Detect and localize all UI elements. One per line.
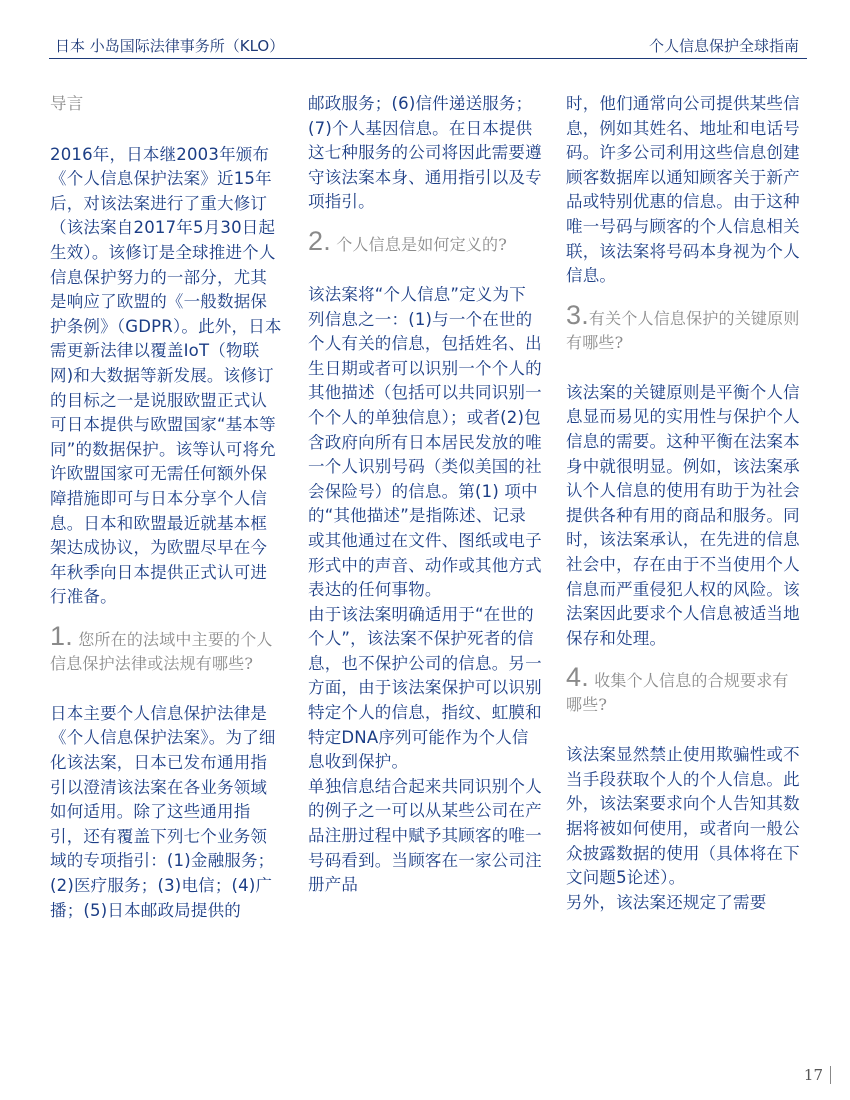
question-4-paragraph-2: 另外，该法案还规定了需要 [566, 892, 767, 912]
question-4-number: 4. [566, 662, 589, 693]
question-2-title: 个人信息是如何定义的? [336, 234, 507, 254]
header-firm-name: 日本 小岛国际法律事务所（KLO） [55, 37, 285, 55]
question-2-heading [308, 225, 542, 257]
question-3-paragraph: 该法案的关键原则是平衡个人信息显而易见的实用性与保护个人信息的需要。这种平衡在法案本身中就很明显。例如，该法案承认个人信息的使用有助于为社会提供各种有用的商品和服务。同时，该法案承认，在先进的信息社会中，存在由于不当使用个人信息而严重侵犯人权的风险。该法案因此要求个人信息被适当地保存和处理。 [566, 382, 800, 648]
question-4-heading [566, 662, 802, 717]
question-2-paragraph-1: 该法案将“个人信息”定义为下列信息之一：(1)与一个在世的个人有关的信息，包括姓名、出生日期或者可以识别一个个人的其他描述（包括可以共同识别一个个人的单独信息）；或者(2)包含政府向所有日本居民发放的唯一个人识别号码（类似美国的社会保险号）的信息。第(1) 项中的“其他描述”是指陈述、记录或其他通过在文件、图纸或电子形式中的声音、动作或其他方式表达的任何事物。 [308, 284, 542, 600]
intro-heading: 导言 [50, 94, 84, 113]
question-1-heading [50, 620, 282, 676]
question-3-number: 3. [566, 299, 589, 330]
header-guide-title: 个人信息保护全球指南 [648, 37, 799, 55]
column-1 [50, 92, 282, 923]
question-4-title: 收集个人信息的合规要求有哪些? [566, 671, 789, 715]
question-3-title: 有关个人信息保护的关键原则有哪些? [566, 308, 800, 352]
question-2-paragraph-continued: 时，他们通常向公司提供某些信息，例如其姓名、地址和电话号码。许多公司利用这些信息创建顾客数据库以通知顾客关于新产品或特别优惠的信息。由于这种唯一号码与顾客的个人信息相关联，该法案将号码本身视为个人信息。 [566, 94, 800, 286]
question-2-number: 2. [308, 225, 331, 256]
column-3 [566, 92, 802, 915]
question-2-paragraph-3: 单独信息结合起来共同识别个人的例子之一可以从某些公司在产品注册过程中赋予其顾客的唯一号码看到。当顾客在一家公司注册产品 [308, 776, 542, 895]
question-4-paragraph-1: 该法案显然禁止使用欺骗性或不当手段获取个人的个人信息。此外，该法案要求向个人告知其数据将被如何使用，或者向一般公众披露数据的使用（具体将在下文问题5论述）。 [566, 745, 800, 888]
page-number: 17 [804, 1066, 831, 1084]
intro-paragraph: 2016年，日本继2003年颁布《个人信息保护法案》近15年后，对该法案进行了重大修订（该法案自2017年5月30日起生效）。该修订是全球推进个人信息保护努力的一部分，尤其是响应了欧盟的《一般数据保护条例》（GDPR）。此外，日本需更新法律以覆盖IoT（物联网)和大数据等新发展。该修订的目标之一是说服欧盟正式认可日本提供与欧盟国家“基本等同”的数据保护。该等认可将允许欧盟国家可无需任何额外保障措施即可与日本分享个人信息。日本和欧盟最近就基本框架达成协议，为欧盟尽早在今年秋季向日本提供正式认可进行准备。 [50, 144, 282, 607]
question-1-number: 1. [50, 620, 73, 651]
question-1-paragraph-continued: 邮政服务；(6)信件递送服务；(7)个人基因信息。在日本提供这七种服务的公司将因此需要遵守该法案本身、通用指引以及专项指引。 [308, 94, 542, 212]
question-1-paragraph: 日本主要个人信息保护法律是《个人信息保护法案》。为了细化该法案，日本已发布通用指引以澄清该法案在各业务领域如何适用。除了这些通用指引，还有覆盖下列七个业务领域的专项指引：(1)金融服务；(2)医疗服务；(3)电信；(4)广播；(5)日本邮政局提供的 [50, 703, 276, 920]
question-3-heading [566, 299, 802, 355]
column-2 [308, 92, 542, 898]
page-header [49, 34, 807, 59]
question-2-paragraph-2: 由于该法案明确适用于“在世的个人”，该法案不保护死者的信息，也不保护公司的信息。另一方面，由于该法案保护可以识别特定个人的信息，指纹、虹膜和特定DNA序列可能作为个人信息收到保护。 [308, 604, 542, 772]
question-1-title: 您所在的法域中主要的个人信息保护法律或法规有哪些? [50, 629, 273, 673]
